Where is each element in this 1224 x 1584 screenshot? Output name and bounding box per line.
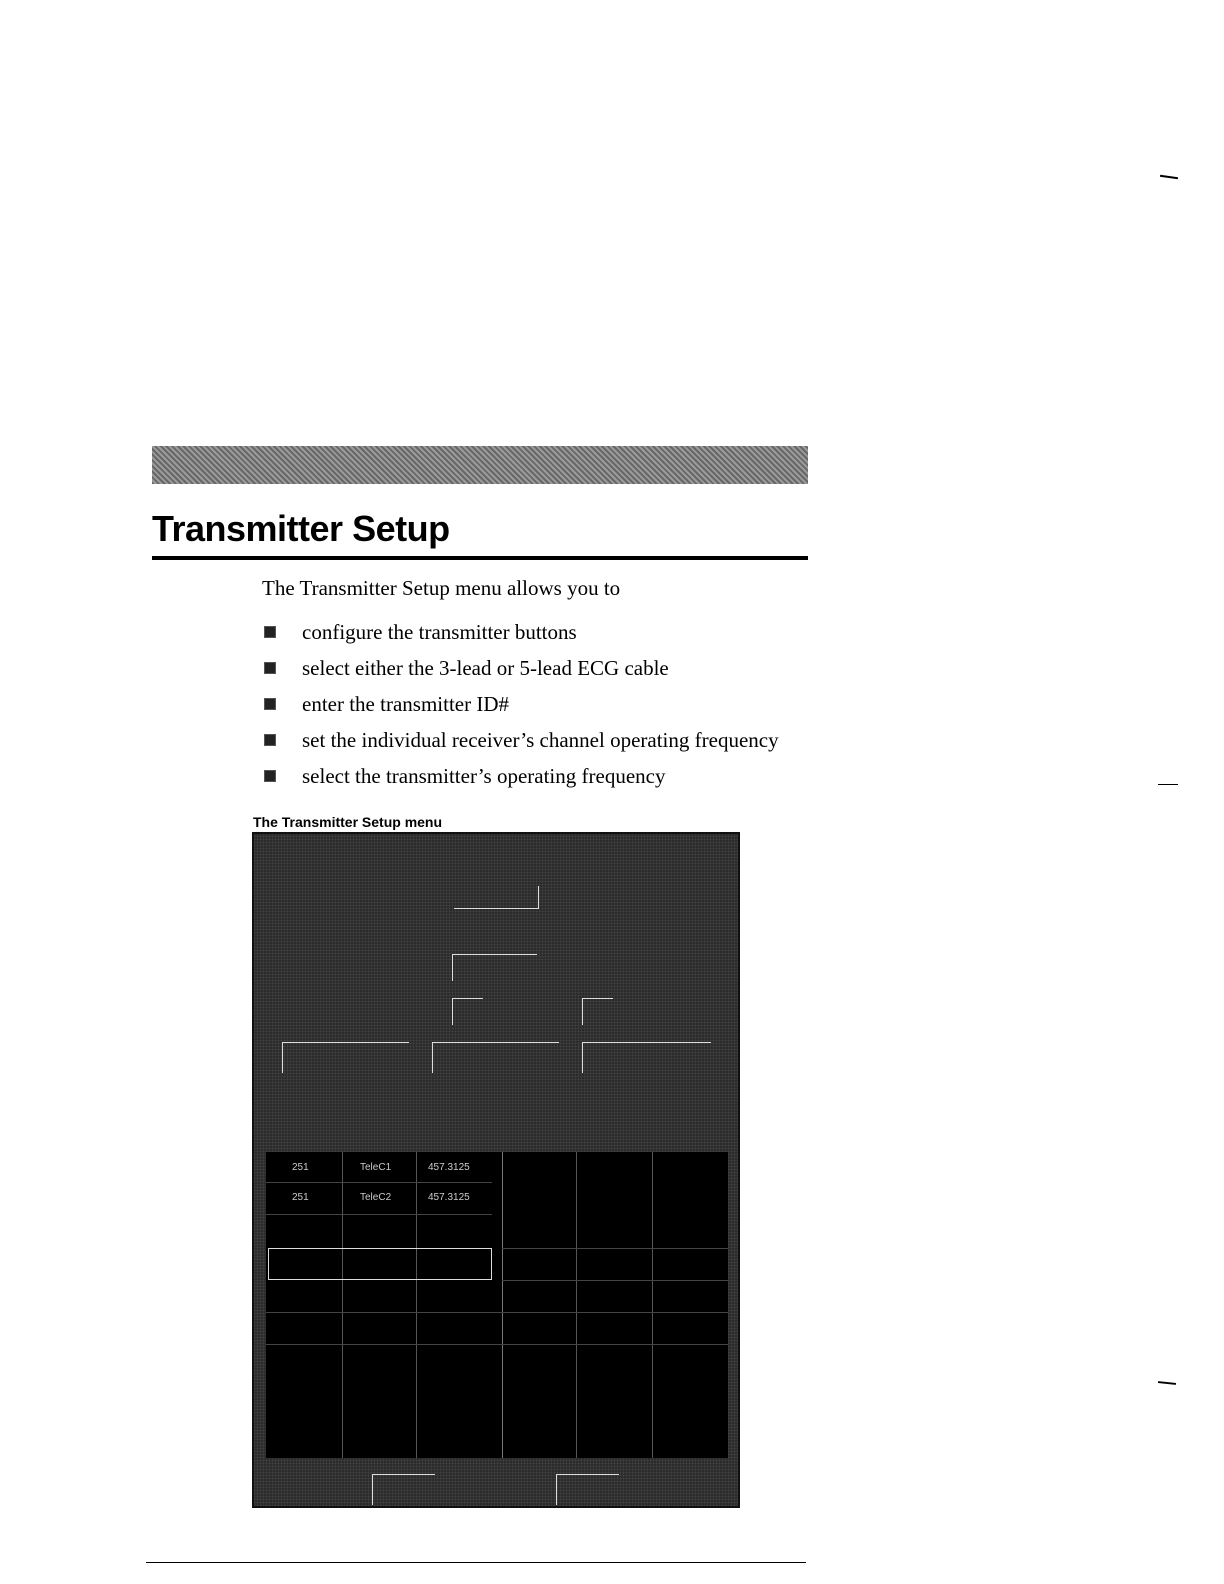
menu-button: [452, 954, 537, 981]
menu-button: [282, 1042, 409, 1073]
menu-button: [452, 998, 483, 1025]
menu-button: [372, 1474, 435, 1505]
list-item: select either the 3-lead or 5-lead ECG cable: [262, 656, 779, 692]
menu-button: [454, 886, 539, 909]
page-title: Transmitter Setup: [152, 508, 450, 549]
table-cell: 457.3125: [428, 1192, 470, 1203]
bullet-icon: [264, 698, 276, 710]
list-item: select the transmitter’s operating frequency: [262, 764, 779, 800]
table-cell: 251: [292, 1192, 309, 1203]
transmitter-setup-screenshot: [252, 832, 740, 1508]
figure-caption: The Transmitter Setup menu: [253, 814, 443, 830]
bullet-icon: [264, 770, 276, 782]
receiver-table: [266, 1152, 728, 1458]
menu-button: [432, 1042, 559, 1073]
bullet-icon: [264, 662, 276, 674]
margin-mark: [1158, 784, 1178, 785]
table-cell: 457.3125: [428, 1162, 470, 1173]
menu-button: [582, 998, 613, 1025]
title-rule: [152, 556, 808, 560]
feature-list: [262, 620, 779, 800]
intro-text: The Transmitter Setup menu allows you to: [262, 576, 621, 600]
bullet-icon: [264, 734, 276, 746]
list-item: configure the transmitter buttons: [262, 620, 779, 656]
footer-rule: [146, 1562, 806, 1563]
menu-button: [556, 1474, 619, 1505]
table-cell: 251: [292, 1162, 309, 1173]
list-item: set the individual receiver’s channel operating frequency: [262, 728, 779, 764]
bullet-icon: [264, 626, 276, 638]
margin-mark: [1160, 175, 1178, 179]
list-item: enter the transmitter ID#: [262, 692, 779, 728]
header-band: [152, 446, 808, 484]
table-cell: TeleC2: [360, 1192, 392, 1203]
table-cell: TeleC1: [360, 1162, 392, 1173]
menu-button: [582, 1042, 711, 1073]
selected-row-highlight: [268, 1248, 492, 1280]
margin-mark: [1158, 1381, 1176, 1385]
